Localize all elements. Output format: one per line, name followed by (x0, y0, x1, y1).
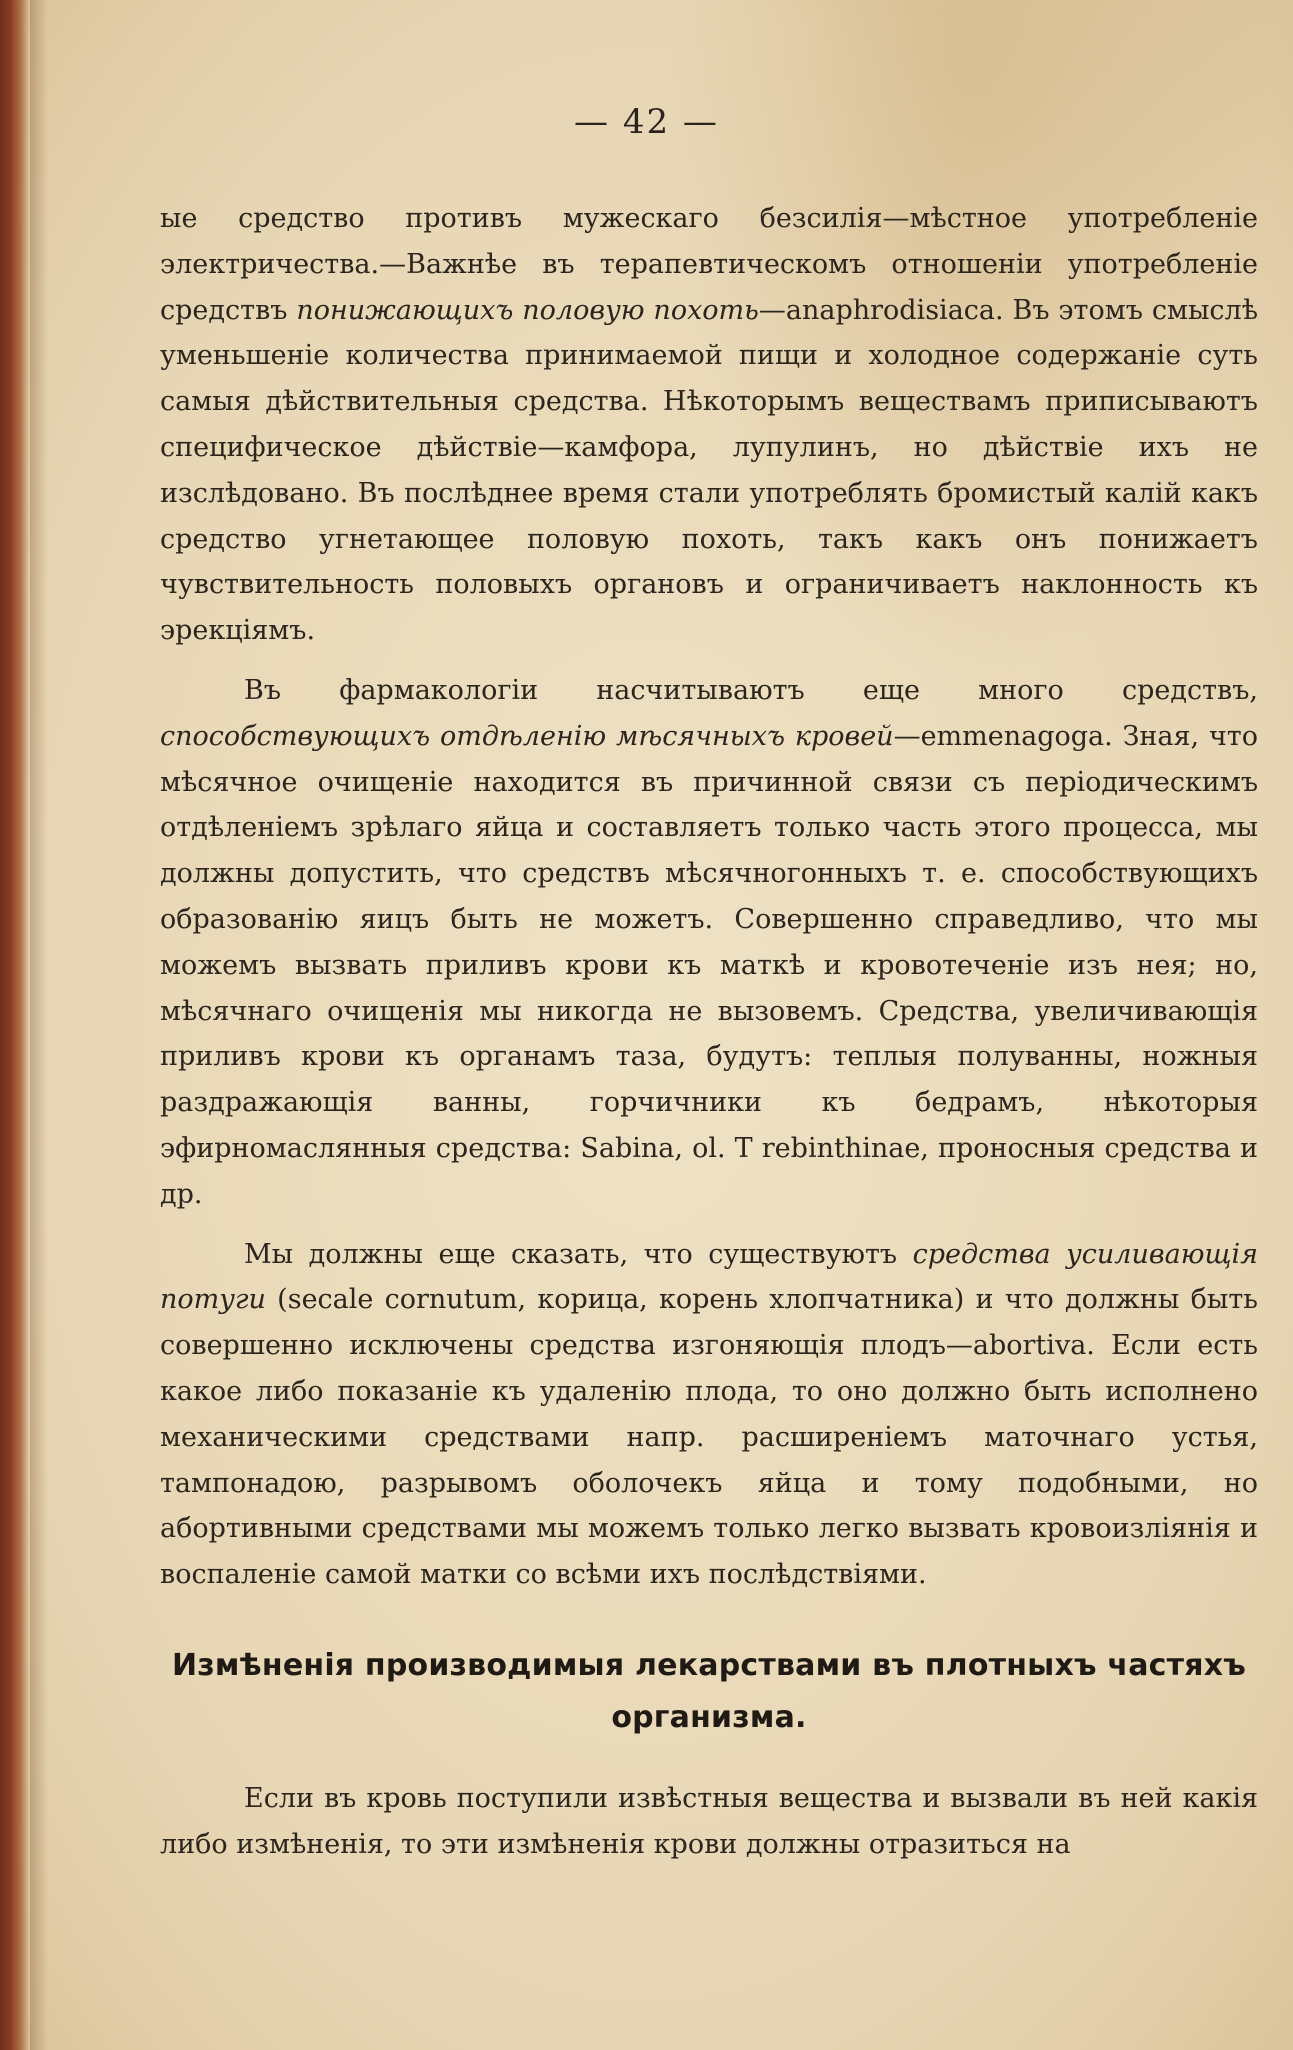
section-heading: Измѣненія производимыя лекарствами въ плотныхъ частяхъ организма. (171, 1647, 1246, 1735)
page-number: — 42 — (574, 102, 719, 142)
paragraph-abortiva (160, 1232, 1258, 1598)
italic-term: способствующихъ отдѣленію мѣсячныхъ кровей (160, 720, 894, 752)
paragraph-text: Въ фармакологіи насчитываютъ еще много средствъ, (244, 674, 1258, 706)
italic-term: средства усиливающія потуги (160, 1238, 1258, 1316)
paragraph-aphrodisiaca (160, 196, 1258, 654)
paragraph-text: Если въ кровь поступили извѣстныя вещества и вызвали въ ней какія либо измѣненія, то эти измѣненія крови должны отразиться на (160, 1782, 1258, 1860)
page-body (160, 196, 1258, 1868)
paragraph-emmenagoga (160, 668, 1258, 1218)
paragraph-text: Мы должны еще сказать, что существуютъ (244, 1238, 913, 1270)
paragraph-text: —anaphrodisiaca. Въ этомъ смыслѣ уменьшеніе количества принимаемой пищи и холодное содержаніе суть самыя дѣйствительныя средства. Нѣкоторымъ веществамъ приписываютъ специфическое дѣйствіе—камфора, лупулинъ, но дѣйствіе ихъ не изслѣдовано. Въ послѣднее время стали употреблять бромистый калій какъ средство угнетающее половую похоть, такъ какъ онъ понижаетъ чувствительность половыхъ органовъ и ограничиваетъ наклонность къ эрекціямъ. (160, 294, 1258, 647)
book-binding-edge (0, 0, 30, 2050)
paragraph-text: (secale cornutum, корица, корень хлопчатника) и что должны быть совершенно исключены средства изгоняющія плодъ—abortiva. Если есть какое либо показаніе къ удаленію плода, то оно должно быть исполнено механическими средствами напр. расширеніемъ маточнаго устья, тампонадою, разрывомъ оболочекъ яйца и тому подобными, но абортивными средствами мы можемъ только легко вызвать кровоизліянія и воспаленіе самой матки со всѣми ихъ послѣдствіями. (160, 1284, 1258, 1591)
paragraph-text: —emmenagoga. Зная, что мѣсячное очищеніе находится въ причинной связи съ періодическимъ отдѣленіемъ зрѣлаго яйца и составляетъ только часть этого процесса, мы должны допустить, что средствъ мѣсячногонныхъ т. е. способствующихъ образованію яицъ быть не можетъ. Совершенно справедливо, что мы можемъ вызвать приливъ крови къ маткѣ и кровотеченіе изъ нея; но, мѣсячнаго очищенія мы никогда не вызовемъ. Средства, увеличивающія приливъ крови къ органамъ таза, будутъ: теплыя полуванны, ножныя раздражающія ванны, горчичники къ бедрамъ, нѣкоторыя эфирномаслянныя средства: Sabina, ol. T rebinthinae, проносныя средства и др. (160, 720, 1258, 1210)
paragraph-tissue-changes (160, 1776, 1258, 1868)
italic-term: понижающихъ половую похоть (296, 294, 759, 326)
paragraph-text: ые средство противъ мужескаго безсилія—мѣстное употребленіе электричества.—Важнѣе въ терапевтическомъ отношеніи употребленіе средствъ (160, 203, 1258, 326)
